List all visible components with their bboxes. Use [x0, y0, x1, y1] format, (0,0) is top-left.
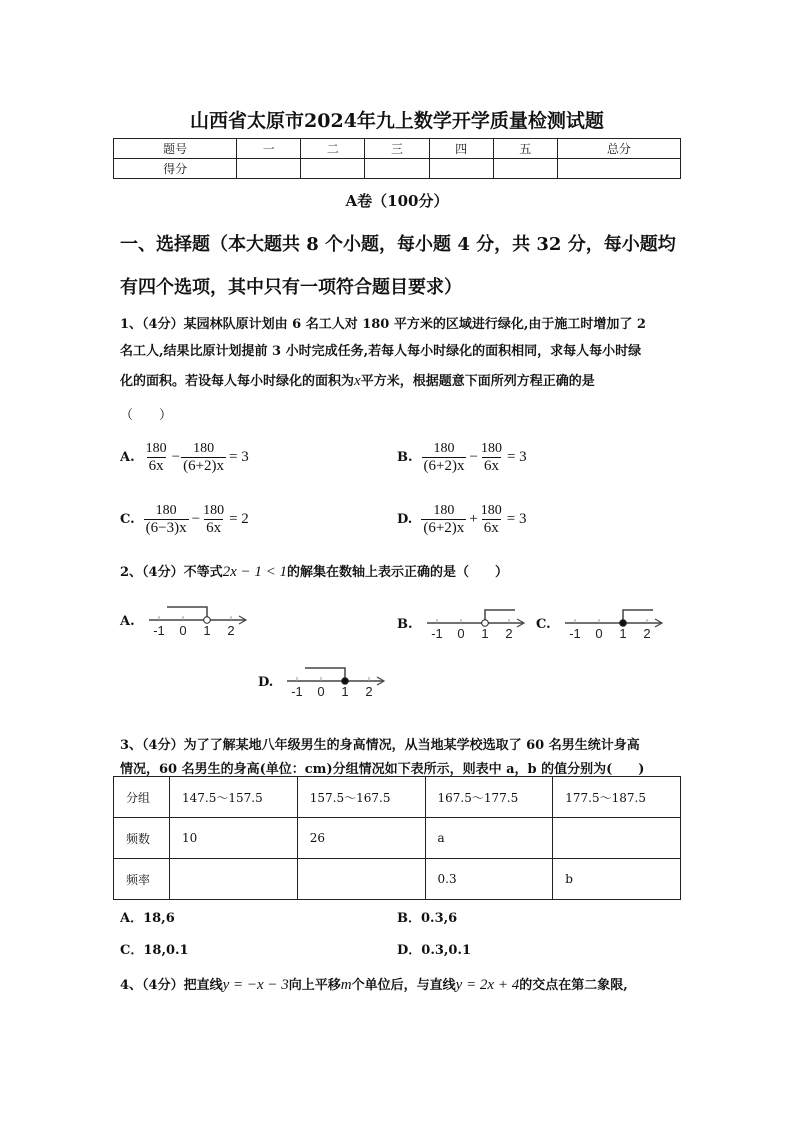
option-label: A. — [120, 450, 135, 465]
option-label: A． — [120, 911, 144, 926]
solution-bracket — [623, 610, 653, 623]
open-dot — [203, 617, 210, 624]
page-title: 山西省太原市2024年九上数学开学质量检测试题 — [190, 110, 604, 132]
table-cell: 分组 — [114, 777, 170, 818]
operator: − — [191, 511, 201, 527]
q1-answer-paren: （ ） — [120, 408, 173, 423]
q1-text: 1、（4分）某园林队原计划由 6 名工人对 180 平方米的区域进行绿化,由于施工时增加了 2 — [120, 317, 646, 332]
tick-label: 0 — [317, 684, 325, 699]
table-cell: 频率 — [114, 859, 170, 900]
score-header: 总分 — [557, 139, 680, 159]
tick-label: 2 — [643, 626, 651, 641]
table-cell: 0.3 — [425, 859, 553, 900]
score-header: 二 — [301, 139, 365, 159]
q2-inequality: 2x − 1 < 1 — [222, 564, 287, 580]
table-cell: b — [553, 859, 681, 900]
tick-label: -1 — [568, 626, 581, 641]
solution-bracket — [167, 607, 207, 620]
q3-option-d[interactable] — [397, 939, 471, 958]
q4-line-1: y = −x − 3 — [222, 977, 289, 993]
q1-variable: x — [354, 373, 361, 389]
number-line — [427, 607, 532, 641]
q2-text — [120, 561, 508, 581]
tick-label: 1 — [619, 626, 627, 641]
tick-label: 2 — [504, 626, 513, 641]
option-text: 0.3,6 — [421, 911, 458, 926]
option-label: C． — [120, 943, 144, 958]
option-label: C. — [120, 512, 135, 527]
q2-option-c[interactable] — [536, 607, 670, 641]
section-heading-cont: 有四个选项，其中只有一项符合题目要求） — [120, 277, 462, 298]
tick-label: 1 — [203, 623, 211, 638]
option-label: B. — [397, 616, 413, 632]
score-cell — [365, 159, 429, 179]
q4-variable: m — [340, 977, 352, 993]
fraction: $\frac{180}{(6+2)x}$ — [183, 441, 225, 474]
q4-text-part: 4、（4分）把直线 — [120, 978, 223, 993]
q2-text-part: 的解集在数轴上表示正确的是（ ） — [287, 565, 509, 580]
score-cell — [557, 159, 680, 179]
score-cell — [429, 159, 493, 179]
q4-text-part: 向上平移 — [288, 978, 341, 993]
score-header: 四 — [429, 139, 493, 159]
operator: − — [469, 449, 478, 465]
option-label: B． — [397, 911, 421, 926]
tick-label: 0 — [456, 626, 465, 641]
table-cell: 10 — [170, 818, 298, 859]
tick-label: -1 — [152, 623, 165, 638]
table-cell: 167.5～177.5 — [425, 777, 553, 818]
q1-text-part: 化的面积。若设每人每小时绿化的面积为 — [120, 374, 355, 389]
fraction: $\frac{180}{(6-3)x}$ — [145, 503, 187, 536]
q4-text-part: 个单位后，与直线 — [351, 978, 456, 993]
tick-label: -1 — [430, 626, 443, 641]
q4-line-2: y = 2x + 4 — [455, 977, 520, 993]
fraction: $\frac{180}{6x}$ — [480, 503, 502, 536]
q3-text: 情况，60 名男生的身高(单位：cm)分组情况如下表所示，则表中 a，b 的值分别为( ) — [120, 762, 645, 777]
operator: + — [469, 511, 478, 527]
option-label: C. — [536, 616, 551, 632]
option-label: B. — [397, 450, 413, 465]
table-cell: 频数 — [114, 818, 170, 859]
q3-option-b[interactable] — [397, 907, 457, 926]
tick-label: 1 — [341, 684, 349, 699]
closed-dot — [619, 620, 626, 627]
score-cell — [237, 159, 301, 179]
equation-rhs: = 2 — [229, 511, 249, 527]
fraction: $\frac{180}{(6+2)x}$ — [423, 441, 465, 474]
q1-text — [120, 370, 595, 390]
q1-text: 名工人,结果比原计划提前 3 小时完成任务,若每人每小时绿化的面积相同，求每人每小时绿 — [120, 344, 642, 359]
option-label: D． — [397, 943, 422, 958]
q1-option-d[interactable] — [397, 502, 526, 537]
q1-option-a[interactable] — [120, 440, 249, 475]
equation-rhs: = 3 — [229, 449, 249, 465]
operator: − — [171, 449, 181, 465]
tick-label: 2 — [227, 623, 235, 638]
number-line — [565, 607, 670, 641]
fraction: $\frac{180}{6x}$ — [145, 441, 167, 474]
number-line — [149, 604, 254, 638]
q1-option-b[interactable] — [397, 440, 527, 475]
option-label: A. — [120, 613, 135, 629]
tick-label: -1 — [291, 684, 304, 699]
fraction: $\frac{180}{(6+2)x}$ — [423, 503, 465, 536]
score-row-label: 得分 — [114, 159, 237, 179]
option-text: 18,6 — [143, 911, 175, 926]
option-text: 0.3,0.1 — [421, 943, 472, 958]
score-header: 三 — [365, 139, 429, 159]
score-header: 题号 — [114, 139, 237, 159]
q2-option-d[interactable] — [258, 665, 392, 699]
tick-label: 0 — [595, 626, 603, 641]
q3-text: 3、（4分）为了了解某地八年级男生的身高情况，从当地某学校选取了 60 名男生统计身高 — [120, 738, 640, 753]
score-cell — [301, 159, 365, 179]
table-cell: a — [425, 818, 553, 859]
frequency-table — [113, 776, 681, 900]
table-cell — [170, 859, 298, 900]
number-line — [287, 665, 392, 699]
section-subtitle: A卷（100分） — [345, 192, 449, 210]
equation-rhs: = 3 — [506, 511, 527, 527]
table-cell: 147.5～157.5 — [170, 777, 298, 818]
score-header: 一 — [237, 139, 301, 159]
table-cell — [553, 818, 681, 859]
option-text: 18,0.1 — [143, 943, 189, 958]
q1-text-part: 平方米，根据题意下面所列方程正确的是 — [360, 374, 595, 389]
score-cell — [493, 159, 557, 179]
q1-option-c[interactable] — [120, 502, 249, 537]
fraction: $\frac{180}{6x}$ — [203, 503, 225, 536]
fraction: $\frac{180}{6x}$ — [480, 441, 502, 474]
q2-text-part: 2、（4分）不等式 — [120, 565, 223, 580]
equation-rhs: = 3 — [506, 449, 527, 465]
section-heading: 一、选择题（本大题共 8 个小题，每小题 4 分，共 32 分，每小题均 — [120, 234, 676, 255]
table-cell: 157.5～167.5 — [297, 777, 425, 818]
score-header: 五 — [493, 139, 557, 159]
solution-bracket — [305, 668, 345, 681]
option-label: D. — [258, 674, 274, 690]
table-cell: 177.5～187.5 — [553, 777, 681, 818]
q4-text-part: 的交点在第二象限, — [519, 978, 628, 993]
q4-text — [120, 974, 628, 994]
tick-label: 0 — [179, 623, 187, 638]
table-cell — [297, 859, 425, 900]
score-table — [113, 138, 681, 179]
q2-option-b[interactable] — [397, 607, 532, 641]
q2-option-a[interactable] — [120, 604, 254, 638]
table-cell: 26 — [297, 818, 425, 859]
open-dot — [481, 620, 488, 627]
tick-label: 1 — [480, 626, 489, 641]
closed-dot — [342, 678, 349, 685]
option-label: D. — [397, 512, 413, 527]
q3-option-a[interactable] — [120, 907, 175, 926]
tick-label: 2 — [365, 684, 373, 699]
q3-option-c[interactable] — [120, 939, 189, 958]
solution-bracket — [485, 610, 515, 623]
